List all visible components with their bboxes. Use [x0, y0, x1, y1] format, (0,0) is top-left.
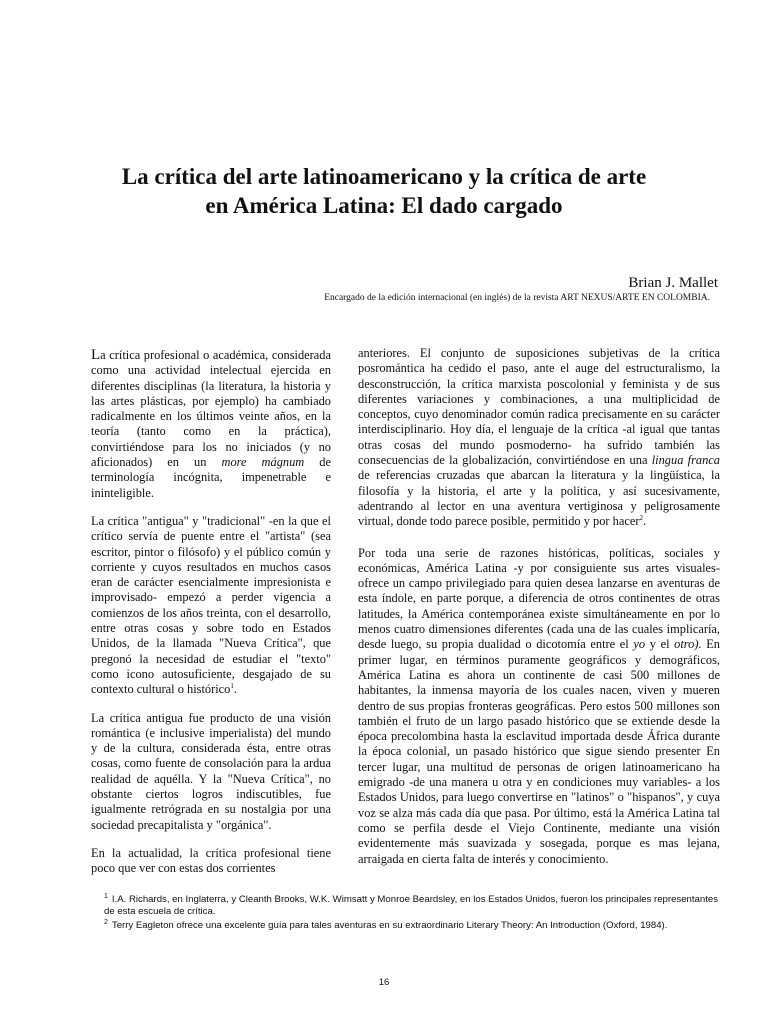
- paragraph-end: .: [233, 682, 237, 697]
- author-affiliation: Encargado de la edición internacional (en inglés) de la revista ART NEXUS/ARTE EN COLOMBIA.: [324, 293, 710, 303]
- italic-term: more mágnum: [221, 455, 305, 470]
- author-name: Brian J. Mallet: [628, 275, 718, 291]
- italic-term: otro).: [674, 637, 702, 652]
- paragraph-old-criticism: [91, 514, 331, 698]
- paragraph-text: de referencias cruzadas que abarcan la literatura y la lingüística, la filosofía y la historia, el arte y la política, y así sucesivamente, adentrando al lector en una aventura vertiginosa y peligrosamente virtual, donde todo parece posible, permitido y por hacer: [358, 468, 720, 529]
- paragraph-text: Por toda una serie de razones históricas, políticas, sociales y económicas, América Latina -y por consiguiente sus artes visuales- ofrece un campo privilegiado para quien desea lanzarse en aventuras de esta índole, en parte porque, a diferencia de otros continentes de otras latitudes, la América contemporánea existe simultáneamente en por lo menos cuatro dimensiones diferentes (cada una de las cuales implicaría, desde luego, su propia dualidad o dicotomía entre el: [358, 545, 720, 652]
- paragraph-text: anteriores. El conjunto de suposiciones subjetivas de la crítica posromántica ha cedido el paso, ante el auge del estructuralismo, la desconstrucción, la crítica marxista poscolonial y feminista y de sus diferentes variaciones y combinaciones, a una multiplicidad de conceptos, cuyo denominador común radica precisamente en su carácter interdisciplinario. Hoy día, el lenguaje de la crítica -al igual que tantas otras cosas del mundo posmoderno- ha sufrido también las consecuencias de la globalización, convirtiéndose en una: [358, 346, 720, 468]
- paragraph-text: En primer lugar, en términos puramente geográficos y demográficos, América Latina es ahora un continente de casi 500 millones de habitantes, la inmensa mayoría de los cuales nacen, viven y mueren dentro de sus propias fronteras geográficas. Pero estos 500 millones son también el fruto de un largo pasado histórico que se extiende desde la época precolombina hasta la esclavitud importada desde África durante la época colonial, un pasado histórico que sigue siendo presenter En tercer lugar, una multitud de personas de origen latinoamericano ha emigrado -de una manera u otra y en condiciones muy variables- a los Estados Unidos, para luego convertirse en "latinos" o "hispanos", y cuya voz se alza más cada día que pasa. Por último, está la América Latina tal como se perfila desde el Viejo Continente, mediante una visión evidentemente más suavizada y sosegada, porque es mas lejana, arraigada en cierta falta de interés y conocimiento.: [358, 637, 720, 866]
- paragraph-intro: [91, 348, 331, 501]
- paragraph-end: .: [642, 514, 647, 529]
- title-line-2: en América Latina: El dado cargado: [205, 193, 563, 218]
- paragraph-text: a crítica profesional o académica, considerada como una actividad intelectual ejercida en diferentes disciplinas (la literatura, la historia y las artes plásticas, por ejemplo) ha cambiado radicalmente en los últimos veinte años, en la teoría (tanto como en la práctica), convirtiéndose para los no iniciados (y no aficionados) en un: [91, 348, 331, 470]
- paragraph-latin-america: [358, 546, 720, 867]
- footnote-2: [104, 920, 724, 932]
- article-title: [60, 162, 708, 220]
- paragraph-continuation: [358, 346, 720, 530]
- italic-term: lingua franca: [651, 453, 720, 468]
- footnote-1: [104, 894, 724, 917]
- italic-term: yo: [633, 637, 646, 652]
- drop-cap: L: [91, 347, 101, 363]
- footnote-text: Terry Eagleton ofrece una excelente guía para tales aventuras en su extraordinario Literary Theory: An Introduction (Oxford, 1984).: [111, 920, 668, 931]
- paragraph-current-criticism: En la actualidad, la crítica profesional tiene poco que ver con estas dos corrientes: [91, 845, 331, 876]
- paragraph-text: y el: [645, 637, 675, 652]
- title-line-1: La crítica del arte latinoamericano y la crítica de arte: [121, 164, 647, 189]
- footnotes: [104, 894, 724, 935]
- footnote-ref-1[interactable]: 1: [230, 682, 234, 691]
- paragraph-text: de terminología incógnita, impenetrable e ininteligible.: [91, 455, 332, 500]
- right-column: [358, 346, 720, 883]
- page-number: 16: [378, 977, 390, 988]
- footnote-mark: 1: [104, 892, 108, 900]
- paragraph-romantic-criticism: La crítica antigua fue producto de una visión romántica (e inclusive imperialista) del mundo y de la cultura, considerada ésta, entre otras cosas, como fuente de consolación para la ardua realidad de aquélla. Y la "Nueva Crítica", no obstante ciertos logros indiscutibles, fue igualmente retrógrada en su nostalgia por una sociedad precapitalista y "orgánica".: [91, 710, 331, 832]
- footnote-ref-2[interactable]: 2: [639, 514, 643, 523]
- paragraph-text: La crítica "antigua" y "tradicional" -en la que el crítico servía de puente entre el "artista" (sea escritor, pintor o filósofo) y el público común y corriente y cuyos resultados en muchos casos eran de carácter esencialmente impresionista e improvisado- empezó a perder vigencia a comienzos de los años treinta, con el desarrollo, entre otras cosas y sobre todo en Estados Unidos, de la llamada "Nueva Crítica", que pregonó la necesidad de estudiar el "texto" como icono autosuficiente, desgajado de su contexto cultural o histórico: [91, 513, 331, 697]
- left-column: [91, 348, 331, 890]
- footnote-text: I.A. Richards, en Inglaterra, y Cleanth Brooks, W.K. Wimsatt y Monroe Beardsley, en los Estados Unidos, fueron los principales representantes de esta escuela de crítica.: [104, 894, 719, 917]
- footnote-mark: 2: [104, 918, 108, 926]
